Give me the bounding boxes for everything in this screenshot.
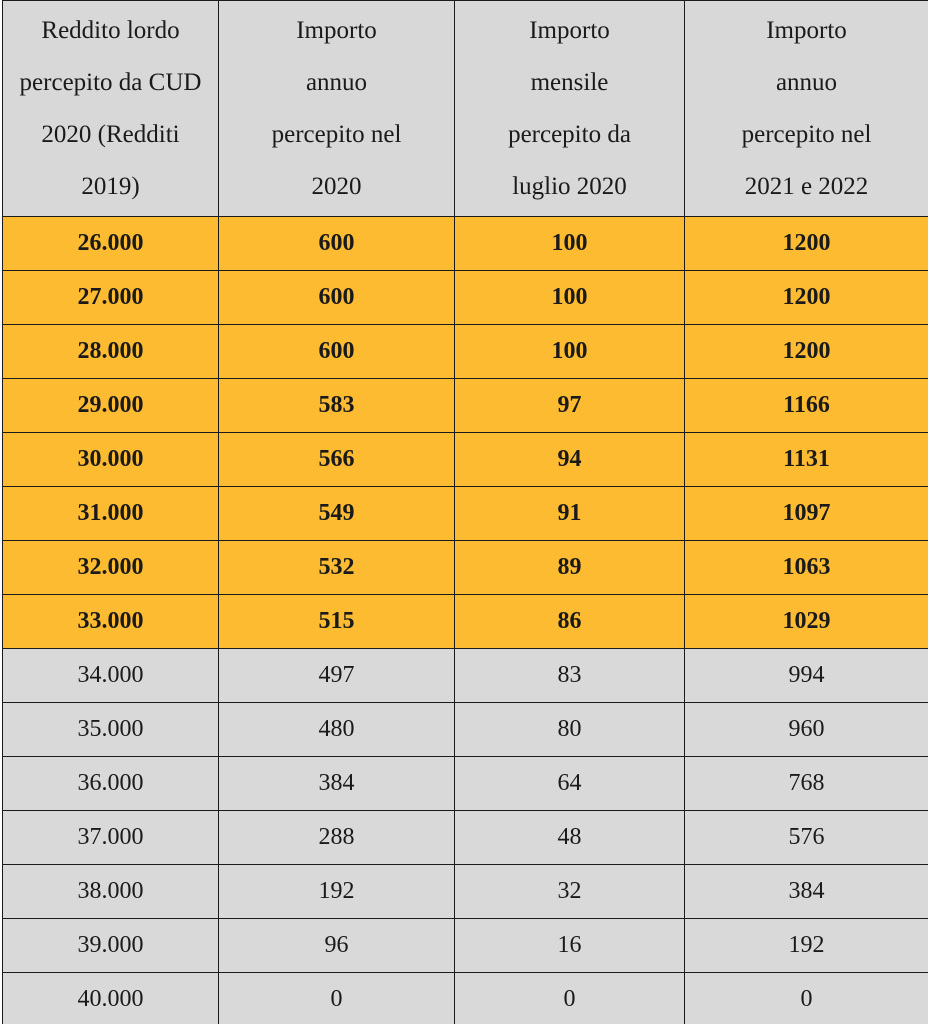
cell-reddito: 29.000 <box>3 379 219 433</box>
cell-importo-mensile: 48 <box>455 811 685 865</box>
bonus-table <box>2 0 928 1024</box>
table-row <box>3 649 929 703</box>
cell-importo-annuo-2021-2022: 0 <box>685 973 929 1024</box>
header-line: percepito nel <box>741 120 872 148</box>
cell-importo-annuo-2021-2022: 1063 <box>685 541 929 595</box>
table-row-highlighted <box>3 433 929 487</box>
cell-importo-mensile: 100 <box>455 217 685 271</box>
cell-importo-annuo-2020: 497 <box>219 649 455 703</box>
table-row <box>3 811 929 865</box>
cell-importo-annuo-2020: 515 <box>219 595 455 649</box>
table-row-highlighted <box>3 595 929 649</box>
cell-reddito: 37.000 <box>3 811 219 865</box>
cell-reddito: 33.000 <box>3 595 219 649</box>
cell-importo-annuo-2021-2022: 384 <box>685 865 929 919</box>
cell-importo-annuo-2020: 0 <box>219 973 455 1024</box>
cell-importo-annuo-2021-2022: 576 <box>685 811 929 865</box>
cell-importo-mensile: 64 <box>455 757 685 811</box>
cell-reddito: 39.000 <box>3 919 219 973</box>
table-row <box>3 703 929 757</box>
cell-importo-annuo-2020: 583 <box>219 379 455 433</box>
cell-importo-annuo-2020: 600 <box>219 325 455 379</box>
header-line: Importo <box>529 16 610 44</box>
cell-importo-mensile: 83 <box>455 649 685 703</box>
cell-importo-annuo-2020: 600 <box>219 217 455 271</box>
cell-importo-annuo-2021-2022: 960 <box>685 703 929 757</box>
cell-importo-annuo-2021-2022: 1029 <box>685 595 929 649</box>
cell-reddito: 27.000 <box>3 271 219 325</box>
cell-reddito: 31.000 <box>3 487 219 541</box>
cell-importo-annuo-2021-2022: 1200 <box>685 217 929 271</box>
table-row-highlighted <box>3 325 929 379</box>
table-row-highlighted <box>3 487 929 541</box>
header-line: percepito da CUD <box>19 68 202 96</box>
cell-reddito: 36.000 <box>3 757 219 811</box>
header-importo-annuo-2021-2022 <box>685 1 929 217</box>
cell-importo-mensile: 16 <box>455 919 685 973</box>
table-container <box>2 0 928 1024</box>
table-row <box>3 865 929 919</box>
cell-importo-annuo-2020: 600 <box>219 271 455 325</box>
header-row <box>3 1 929 217</box>
table-row-highlighted <box>3 379 929 433</box>
header-importo-mensile <box>455 1 685 217</box>
cell-importo-annuo-2021-2022: 1200 <box>685 325 929 379</box>
cell-importo-mensile: 100 <box>455 325 685 379</box>
cell-reddito: 40.000 <box>3 973 219 1024</box>
header-line: annuo <box>775 68 838 96</box>
header-line: 2019) <box>81 172 140 200</box>
cell-importo-annuo-2021-2022: 192 <box>685 919 929 973</box>
header-line: Importo <box>296 16 377 44</box>
cell-importo-mensile: 32 <box>455 865 685 919</box>
cell-importo-annuo-2020: 532 <box>219 541 455 595</box>
header-line: 2020 (Redditi <box>41 120 180 148</box>
cell-importo-mensile: 86 <box>455 595 685 649</box>
table-row-highlighted <box>3 217 929 271</box>
cell-importo-annuo-2020: 192 <box>219 865 455 919</box>
cell-importo-annuo-2021-2022: 1200 <box>685 271 929 325</box>
cell-importo-annuo-2020: 480 <box>219 703 455 757</box>
cell-importo-mensile: 89 <box>455 541 685 595</box>
cell-importo-annuo-2021-2022: 1166 <box>685 379 929 433</box>
cell-importo-mensile: 80 <box>455 703 685 757</box>
header-importo-annuo-2020 <box>219 1 455 217</box>
cell-reddito: 30.000 <box>3 433 219 487</box>
cell-importo-annuo-2021-2022: 1131 <box>685 433 929 487</box>
cell-reddito: 34.000 <box>3 649 219 703</box>
cell-importo-mensile: 94 <box>455 433 685 487</box>
table-header <box>3 1 929 217</box>
header-line: Importo <box>766 16 847 44</box>
cell-importo-annuo-2020: 384 <box>219 757 455 811</box>
table-row <box>3 919 929 973</box>
cell-importo-annuo-2021-2022: 994 <box>685 649 929 703</box>
table-row <box>3 757 929 811</box>
cell-reddito: 26.000 <box>3 217 219 271</box>
header-line: 2021 e 2022 <box>744 172 869 200</box>
cell-importo-annuo-2021-2022: 768 <box>685 757 929 811</box>
cell-importo-mensile: 97 <box>455 379 685 433</box>
header-line: Reddito lordo <box>41 16 180 44</box>
cell-importo-mensile: 91 <box>455 487 685 541</box>
cell-reddito: 35.000 <box>3 703 219 757</box>
cell-importo-annuo-2021-2022: 1097 <box>685 487 929 541</box>
header-line: 2020 <box>311 172 362 200</box>
header-line: mensile <box>530 68 609 96</box>
cell-importo-mensile: 100 <box>455 271 685 325</box>
cell-importo-annuo-2020: 549 <box>219 487 455 541</box>
cell-importo-annuo-2020: 566 <box>219 433 455 487</box>
header-line: luglio 2020 <box>512 172 627 200</box>
table-body <box>3 217 929 1024</box>
table-row <box>3 973 929 1024</box>
cell-reddito: 28.000 <box>3 325 219 379</box>
header-line: annuo <box>305 68 368 96</box>
table-row-highlighted <box>3 541 929 595</box>
table-row-highlighted <box>3 271 929 325</box>
cell-importo-mensile: 0 <box>455 973 685 1024</box>
cell-importo-annuo-2020: 96 <box>219 919 455 973</box>
cell-reddito: 38.000 <box>3 865 219 919</box>
header-reddito-lordo <box>3 1 219 217</box>
cell-reddito: 32.000 <box>3 541 219 595</box>
cell-importo-annuo-2020: 288 <box>219 811 455 865</box>
header-line: percepito nel <box>271 120 402 148</box>
header-line: percepito da <box>508 120 631 148</box>
